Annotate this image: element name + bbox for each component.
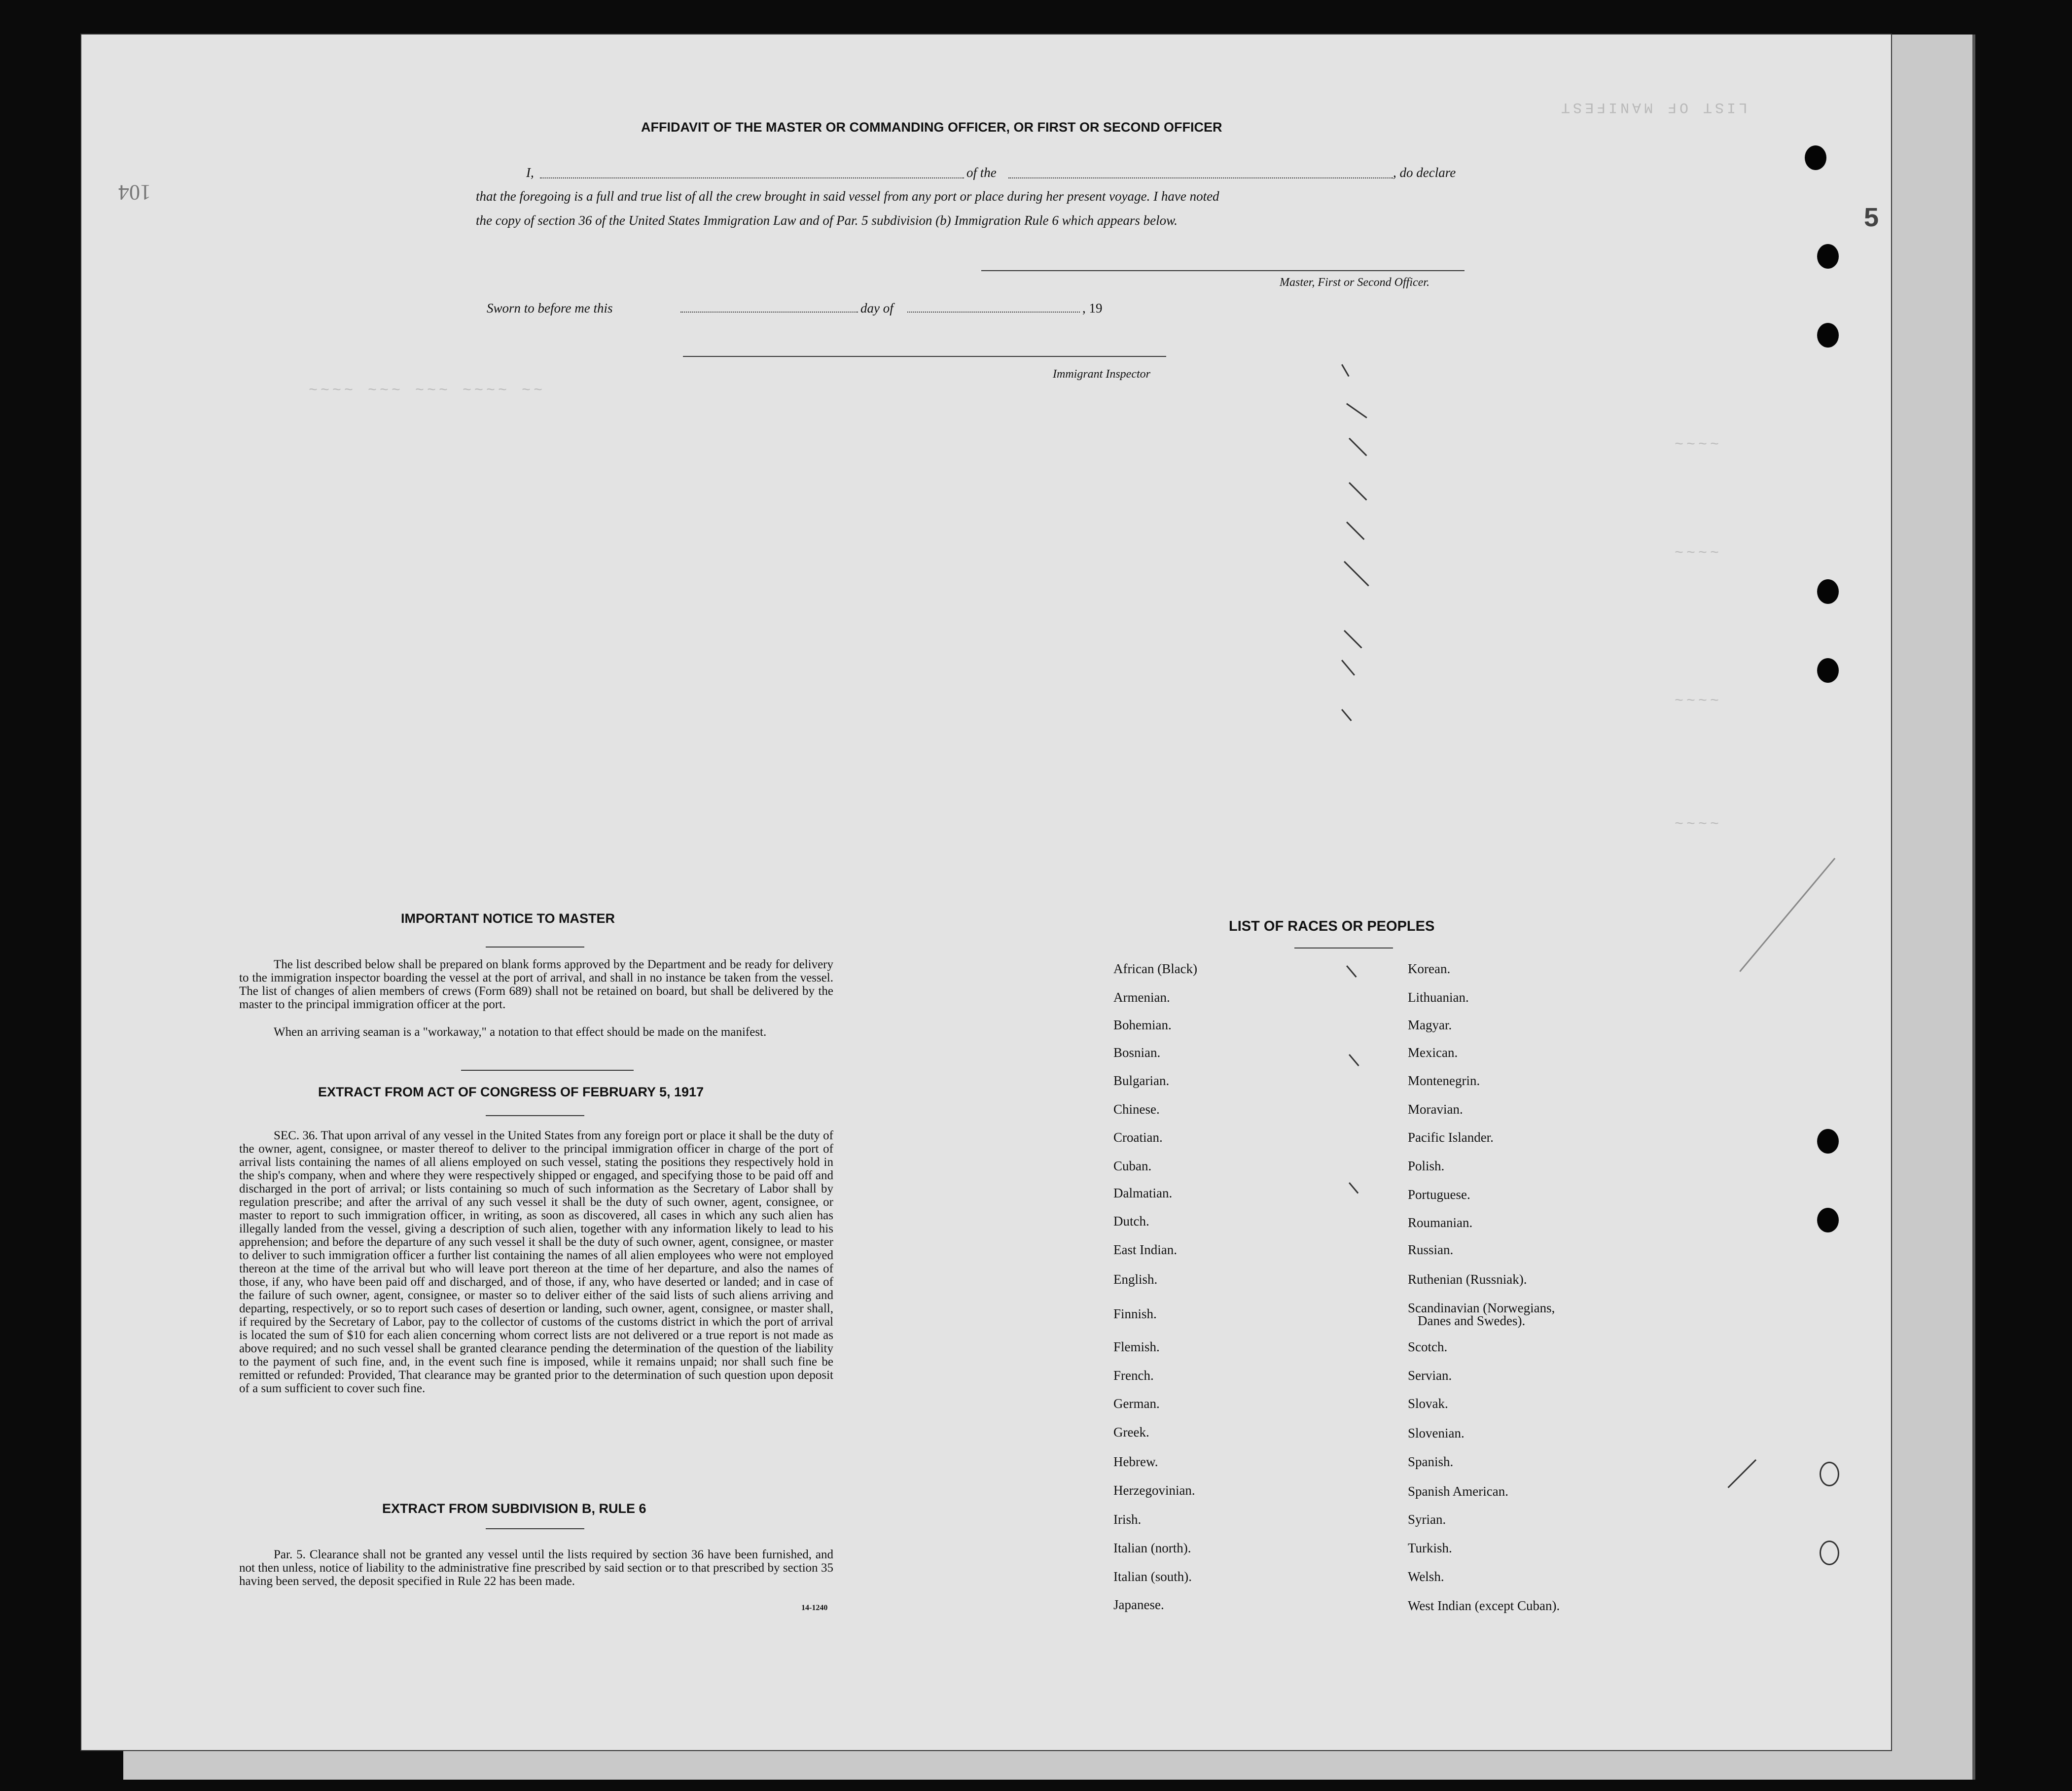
race-item: Dutch. [1113,1214,1149,1229]
punch-hole [1820,1541,1839,1565]
section-rule [486,1115,584,1116]
race-item: Greek. [1113,1425,1149,1440]
race-item: Croatian. [1113,1130,1163,1145]
bleed-through: ~~~~ [1672,690,1719,707]
race-item: Mexican. [1408,1045,1458,1060]
race-item: Korean. [1408,961,1451,976]
sworn-year-label: , 19 [1082,301,1103,316]
race-item: Dalmatian. [1113,1186,1173,1200]
punch-hole [1805,145,1826,170]
affidavit-title: AFFIDAVIT OF THE MASTER OR COMMANDING OFFICER, OR FIRST OR SECOND OFFICER [641,120,1222,135]
race-item: Welsh. [1408,1569,1444,1584]
race-item: German. [1113,1396,1160,1411]
races-title: LIST OF RACES OR PEOPLES [1229,918,1435,934]
margin-number: 104 [118,180,151,205]
race-item: Slovenian. [1408,1426,1465,1440]
race-item: Lithuanian. [1408,990,1469,1005]
bleed-through: ~~~~ [1672,813,1719,830]
bleed-through: ~~~~ [1672,434,1719,451]
form-number: 14-1240 [801,1604,828,1612]
punch-hole [1817,244,1839,269]
race-item: Russian. [1408,1242,1454,1257]
bleed-through: LIST OF MANIFEST [1558,99,1748,115]
section-rule [486,1528,584,1529]
punch-hole [1817,323,1839,348]
race-item: Cuban. [1113,1159,1152,1173]
punch-hole [1817,1129,1839,1154]
master-name-field[interactable] [540,177,964,178]
race-item: Ruthenian (Russniak). [1408,1272,1527,1287]
race-item: West Indian (except Cuban). [1408,1598,1560,1613]
race-item: Bulgarian. [1113,1073,1170,1088]
race-item: Bohemian. [1113,1018,1172,1032]
vessel-name-field[interactable] [1008,177,1393,178]
race-item: Turkish. [1408,1541,1452,1555]
race-item: Italian (north). [1113,1541,1191,1555]
notice-title: IMPORTANT NOTICE TO MASTER [401,911,615,926]
race-item: Polish. [1408,1159,1445,1173]
race-item: Irish. [1113,1512,1142,1527]
affidavit-declare-label: , do declare [1393,165,1456,180]
affidavit-statement-line: that the foregoing is a full and true list of all the crew brought in said vessel from any port or place during her present voyage. I have noted [476,189,1219,204]
race-item: Magyar. [1408,1018,1452,1032]
master-signature-line[interactable] [981,270,1465,271]
race-item: Servian. [1408,1368,1452,1383]
extract-rule-text: Par. 5. Clearance shall not be granted any vessel until the lists required by section 36 have been furnished, and not then unless, notice of liability to the administrative fine prescribed by said section or to that prescribed by section 35 having been served, the deposit specified in Rule 22 has been made. [239,1548,833,1588]
race-item: Moravian. [1408,1102,1463,1117]
notice-paragraph: When an arriving seaman is a "workaway," a notation to that effect should be made on the manifest. [274,1025,767,1039]
race-item: Flemish. [1113,1339,1160,1354]
sworn-month-field[interactable] [907,312,1080,313]
race-item: African (Black) [1113,961,1198,976]
race-item: Montenegrin. [1408,1073,1480,1088]
bleed-through: ~~ ~~~~ ~~~ ~~~ ~~~~ [306,380,543,396]
section-rule [486,947,584,948]
race-item: Japanese. [1113,1597,1164,1612]
race-item: Spanish. [1408,1454,1454,1469]
race-item: Bosnian. [1113,1045,1161,1060]
race-item: Herzegovinian. [1113,1483,1195,1498]
master-signature-caption: Master, First or Second Officer. [1280,276,1429,289]
extract-rule-title: EXTRACT FROM SUBDIVISION B, RULE 6 [382,1501,646,1516]
affidavit-of-label: of the [966,165,997,180]
race-item: Scandinavian (Norwegians, [1408,1300,1555,1315]
race-item: Italian (south). [1113,1569,1192,1584]
affidavit-statement-line: the copy of section 36 of the United States Immigration Law and of Par. 5 subdivision (b) Immigration Rule 6 which appears below. [476,213,1178,228]
sworn-day-label: day of [860,301,893,316]
race-item: French. [1113,1368,1154,1383]
inspector-signature-line[interactable] [683,356,1166,357]
race-item: Chinese. [1113,1102,1160,1117]
race-item: Roumanian. [1408,1215,1473,1230]
race-item: Finnish. [1113,1306,1157,1321]
race-item: English. [1113,1272,1158,1287]
inspector-caption: Immigrant Inspector [1053,368,1150,381]
section-rule [461,1070,634,1071]
race-item: Slovak. [1408,1396,1448,1411]
punch-hole [1817,658,1839,683]
sworn-label: Sworn to before me this [487,301,613,316]
race-item: Armenian. [1113,990,1170,1005]
race-item: Scotch. [1408,1339,1448,1354]
notice-paragraph: The list described below shall be prepared on blank forms approved by the Department and be ready for delivery to the immigration inspector boarding the vessel at the port of arrival, and shall in no instance be taken from the vessel. The list of changes of alien members of crews (Form 689) shall not be retained on board, but shall be delivered by the master to the principal immigration officer at the port. [239,958,833,1011]
punch-hole [1817,1208,1839,1232]
punch-hole [1820,1462,1839,1486]
extract-act-text: SEC. 36. That upon arrival of any vessel in the United States from any foreign port or place it shall be the duty of the owner, agent, consignee, or master thereof to deliver to the principal immigration officer in charge of the port of arrival lists containing the names of all aliens employed on such vessel, stating the positions they respectively hold in the ship's company, when and where they were respectively shipped or engaged, and specifying those to be paid off and discharged in the port of arrival; or lists containing so much of such information as the Secretary of Labor shall by regulation prescribe; and after the arrival of any such vessel it shall be the duty of such owner, agent, consignee, or master to report to such immigration officer, in writing, as soon as discovered, all cases in which any such alien has illegally landed from the vessel, giving a description of such alien, together with any information likely to lead to his apprehension; and before the departure of any such vessel it shall be the duty of such owner, agent, consignee, or master to deliver to such immigration officer a further list containing the names of all alien employees who were not employed thereon at the time of the arrival but who will leave port thereon at the time of her departure, and also the names of those, if any, who have been paid off and discharged, and of those, if any, who have deserted or landed; and in case of the failure of such owner, agent, consignee, or master so to deliver either of the said lists of such aliens arriving and departing, respectively, or so to report such cases of desertion or landing, such owner, agent, consignee, or master shall, if required by the Secretary of Labor, pay to the collector of customs of the customs district in which the port of arrival is located the sum of $10 for each alien concerning whom correct lists are not delivered or a true report is not made as above required; and no such vessel shall be granted clearance pending the determination of the question of the liability to the payment of such fine, and, in the event such fine is imposed, while it remains unpaid; nor shall such fine be remitted or refunded: Provided, That clearance may be granted prior to the determination of such question upon deposit of a sum sufficient to cover such fine. [239,1129,833,1395]
race-item: Pacific Islander. [1408,1130,1494,1145]
race-item: Syrian. [1408,1512,1446,1527]
affidavit-i-label: I, [526,165,534,180]
bleed-through: ~~~~ [1672,542,1719,559]
race-item: Danes and Swedes). [1418,1313,1526,1328]
race-item: East Indian. [1113,1242,1177,1257]
document-page [81,35,1891,1750]
sworn-day-field[interactable] [680,312,858,313]
race-item: Spanish American. [1408,1484,1508,1499]
race-item: Hebrew. [1113,1454,1158,1469]
race-item: Portuguese. [1408,1187,1470,1202]
punch-hole [1817,579,1839,604]
extract-act-title: EXTRACT FROM ACT OF CONGRESS OF FEBRUARY 5, 1917 [318,1085,704,1099]
margin-mark: 5 [1864,203,1879,232]
